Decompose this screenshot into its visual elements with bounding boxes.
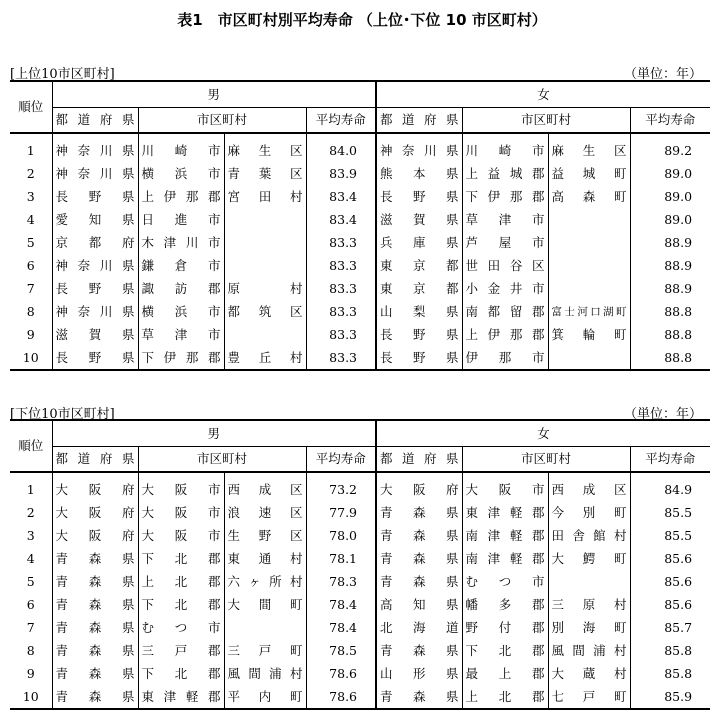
- ward-town-cell: 西成区: [548, 472, 630, 501]
- ward-town-cell: 別海町: [548, 616, 630, 639]
- life-expectancy-cell: 84.9: [664, 481, 693, 497]
- life-expectancy-cell: 83.3: [306, 323, 376, 346]
- page-title: 表1 市区町村別平均寿命 （上位･下位 10 市区町村）: [177, 11, 547, 29]
- prefecture-cell: 長野県: [376, 323, 462, 346]
- ward-town-cell: [224, 616, 306, 639]
- life-expectancy-cell: 85.9: [664, 688, 693, 704]
- prefecture-cell: 滋賀県: [52, 323, 138, 346]
- life-expectancy-cell: 89.0: [664, 188, 693, 204]
- ward-town-cell: [548, 254, 630, 277]
- life-expectancy-cell: 83.3: [306, 300, 376, 323]
- life-expectancy-cell: 85.8: [664, 665, 693, 681]
- life-expectancy-cell: 78.4: [306, 616, 376, 639]
- municipality-cell: 東津軽郡: [138, 685, 224, 709]
- life-expectancy-cell: 85.5: [664, 527, 693, 543]
- rank-cell: 1: [10, 133, 52, 162]
- rank-cell: 5: [10, 231, 52, 254]
- prefecture-cell: 神奈川県: [52, 254, 138, 277]
- prefecture-cell: 青森県: [376, 524, 462, 547]
- header-male: 男: [52, 420, 376, 447]
- municipality-cell: 南都留郡: [462, 300, 548, 323]
- municipality-cell: 東津軽郡: [462, 501, 548, 524]
- prefecture-cell: 京都府: [52, 231, 138, 254]
- section-label-top: [上位10市区町村]: [10, 67, 115, 82]
- life-expectancy-cell: 83.3: [306, 231, 376, 254]
- ward-town-cell: 今別町: [548, 501, 630, 524]
- life-expectancy-cell: 78.3: [306, 570, 376, 593]
- ward-town-cell: 大間町: [224, 593, 306, 616]
- municipality-cell: 三戸郡: [138, 639, 224, 662]
- municipality-cell: 木津川市: [138, 231, 224, 254]
- life-expectancy-cell: 78.4: [306, 593, 376, 616]
- table-row: [10, 593, 710, 616]
- municipality-cell: 大阪市: [462, 472, 548, 501]
- rank-cell: 7: [10, 616, 52, 639]
- ward-town-cell: 原村: [224, 277, 306, 300]
- rank-cell: 2: [10, 162, 52, 185]
- rank-cell: 9: [10, 323, 52, 346]
- header-pref-m: 都道府県: [52, 447, 138, 473]
- municipality-cell: 上北郡: [462, 685, 548, 709]
- municipality-cell: 大阪市: [138, 524, 224, 547]
- ward-town-cell: [548, 231, 630, 254]
- header-pref-f: 都道府県: [376, 447, 462, 473]
- municipality-cell: 上伊那郡: [462, 323, 548, 346]
- table-row: [10, 685, 710, 709]
- prefecture-cell: 山梨県: [376, 300, 462, 323]
- ward-town-cell: 大鰐町: [548, 547, 630, 570]
- rank-cell: 5: [10, 570, 52, 593]
- municipality-cell: 上北郡: [138, 570, 224, 593]
- table-bottom10: [10, 419, 710, 710]
- rank-cell: 4: [10, 547, 52, 570]
- header-muni-f: 市区町村: [462, 108, 630, 134]
- table-row: [10, 472, 710, 501]
- municipality-cell: 大阪市: [138, 472, 224, 501]
- ward-town-cell: 大蔵村: [548, 662, 630, 685]
- ward-town-cell: 三戸町: [224, 639, 306, 662]
- prefecture-cell: 神奈川県: [52, 162, 138, 185]
- rank-cell: 8: [10, 639, 52, 662]
- prefecture-cell: 東京都: [376, 254, 462, 277]
- prefecture-cell: 大阪府: [376, 472, 462, 501]
- municipality-cell: 下伊那郡: [138, 346, 224, 370]
- life-expectancy-cell: 88.8: [664, 326, 693, 342]
- header-female: 女: [376, 420, 710, 447]
- prefecture-cell: 青森県: [52, 662, 138, 685]
- prefecture-cell: 長野県: [52, 346, 138, 370]
- life-expectancy-cell: 85.6: [664, 573, 693, 589]
- life-expectancy-cell: 78.6: [306, 662, 376, 685]
- prefecture-cell: 東京都: [376, 277, 462, 300]
- municipality-cell: 下北郡: [462, 639, 548, 662]
- ward-town-cell: 箕輪町: [548, 323, 630, 346]
- rank-cell: 3: [10, 185, 52, 208]
- life-expectancy-cell: 84.0: [306, 133, 376, 162]
- header-rank: 順位: [10, 420, 52, 472]
- ward-town-cell: 豊丘村: [224, 346, 306, 370]
- life-expectancy-cell: 88.9: [664, 280, 693, 296]
- municipality-cell: 南津軽郡: [462, 547, 548, 570]
- municipality-cell: 日進市: [138, 208, 224, 231]
- prefecture-cell: 青森県: [52, 639, 138, 662]
- prefecture-cell: 長野県: [52, 277, 138, 300]
- header-life-m: 平均寿命: [306, 447, 376, 473]
- ward-town-cell: 平内町: [224, 685, 306, 709]
- life-expectancy-cell: 78.0: [306, 524, 376, 547]
- prefecture-cell: 青森県: [376, 547, 462, 570]
- municipality-cell: 幡多郡: [462, 593, 548, 616]
- ward-town-cell: 益城町: [548, 162, 630, 185]
- table-row: [10, 524, 710, 547]
- life-expectancy-cell: 83.9: [306, 162, 376, 185]
- rank-cell: 6: [10, 593, 52, 616]
- header-muni-f: 市区町村: [462, 447, 630, 473]
- prefecture-cell: 高知県: [376, 593, 462, 616]
- prefecture-cell: 長野県: [52, 185, 138, 208]
- table-row: [10, 162, 710, 185]
- municipality-cell: 上伊那郡: [138, 185, 224, 208]
- prefecture-cell: 熊本県: [376, 162, 462, 185]
- table-row: [10, 323, 710, 346]
- ward-town-cell: [224, 254, 306, 277]
- ward-town-cell: 都筑区: [224, 300, 306, 323]
- municipality-cell: 芦屋市: [462, 231, 548, 254]
- life-expectancy-cell: 83.3: [306, 277, 376, 300]
- unit-label-top: （単位：年）: [623, 67, 702, 82]
- ward-town-cell: 六ヶ所村: [224, 570, 306, 593]
- header-life-f: 平均寿命: [645, 451, 696, 466]
- life-expectancy-cell: 78.5: [306, 639, 376, 662]
- ward-town-cell: [548, 346, 630, 370]
- municipality-cell: 下北郡: [138, 662, 224, 685]
- header-pref-m: 都道府県: [52, 108, 138, 134]
- ward-town-cell: [548, 208, 630, 231]
- prefecture-cell: 青森県: [376, 570, 462, 593]
- prefecture-cell: 山形県: [376, 662, 462, 685]
- life-expectancy-cell: 83.3: [306, 254, 376, 277]
- ward-town-cell: 高森町: [548, 185, 630, 208]
- prefecture-cell: 大阪府: [52, 524, 138, 547]
- header-muni-m: 市区町村: [138, 447, 306, 473]
- municipality-cell: 横浜市: [138, 300, 224, 323]
- table-row: [10, 231, 710, 254]
- prefecture-cell: 神奈川県: [52, 300, 138, 323]
- municipality-cell: 南津軽郡: [462, 524, 548, 547]
- ward-town-cell: 田舎館村: [548, 524, 630, 547]
- municipality-cell: 諏訪郡: [138, 277, 224, 300]
- ward-town-cell: 風間浦村: [548, 639, 630, 662]
- life-expectancy-cell: 78.1: [306, 547, 376, 570]
- prefecture-cell: 北海道: [376, 616, 462, 639]
- header-muni-m: 市区町村: [138, 108, 306, 134]
- table-row: [10, 570, 710, 593]
- municipality-cell: むつ市: [462, 570, 548, 593]
- rank-cell: 3: [10, 524, 52, 547]
- municipality-cell: 最上郡: [462, 662, 548, 685]
- life-expectancy-cell: 73.2: [306, 472, 376, 501]
- rank-cell: 6: [10, 254, 52, 277]
- life-expectancy-cell: 88.8: [664, 349, 693, 365]
- table-row: [10, 133, 710, 162]
- life-expectancy-cell: 88.9: [664, 257, 693, 273]
- ward-town-cell: 東通村: [224, 547, 306, 570]
- ward-town-cell: 生野区: [224, 524, 306, 547]
- life-expectancy-cell: 89.0: [664, 165, 693, 181]
- ward-town-cell: 三原村: [548, 593, 630, 616]
- prefecture-cell: 兵庫県: [376, 231, 462, 254]
- ward-town-cell: [224, 323, 306, 346]
- ward-town-cell: [224, 231, 306, 254]
- municipality-cell: 川崎市: [462, 133, 548, 162]
- ward-town-cell: 富士河口湖町: [548, 300, 630, 323]
- prefecture-cell: 滋賀県: [376, 208, 462, 231]
- municipality-cell: 小金井市: [462, 277, 548, 300]
- rank-cell: 4: [10, 208, 52, 231]
- prefecture-cell: 青森県: [376, 685, 462, 709]
- prefecture-cell: 愛知県: [52, 208, 138, 231]
- ward-town-cell: 七戸町: [548, 685, 630, 709]
- ward-town-cell: 風間浦村: [224, 662, 306, 685]
- prefecture-cell: 神奈川県: [376, 133, 462, 162]
- municipality-cell: 大阪市: [138, 501, 224, 524]
- table-row: [10, 277, 710, 300]
- municipality-cell: 上益城郡: [462, 162, 548, 185]
- header-female: 女: [376, 81, 710, 108]
- life-expectancy-cell: 85.6: [664, 596, 693, 612]
- ward-town-cell: 麻生区: [224, 133, 306, 162]
- ward-town-cell: 青葉区: [224, 162, 306, 185]
- prefecture-cell: 大阪府: [52, 472, 138, 501]
- life-expectancy-cell: 85.5: [664, 504, 693, 520]
- table-row: [10, 346, 710, 370]
- life-expectancy-cell: 85.6: [664, 550, 693, 566]
- life-expectancy-cell: 77.9: [306, 501, 376, 524]
- municipality-cell: 伊那市: [462, 346, 548, 370]
- municipality-cell: 下伊那郡: [462, 185, 548, 208]
- section-label-bottom: [下位10市区町村]: [10, 407, 115, 422]
- table-top10: [10, 80, 710, 371]
- life-expectancy-cell: 78.6: [306, 685, 376, 709]
- rank-cell: 8: [10, 300, 52, 323]
- life-expectancy-cell: 83.4: [306, 208, 376, 231]
- ward-town-cell: 浪速区: [224, 501, 306, 524]
- table-row: [10, 616, 710, 639]
- table-row: [10, 254, 710, 277]
- table-row: [10, 662, 710, 685]
- life-expectancy-cell: 83.4: [306, 185, 376, 208]
- municipality-cell: 鎌倉市: [138, 254, 224, 277]
- municipality-cell: 草津市: [462, 208, 548, 231]
- life-expectancy-cell: 88.8: [664, 303, 693, 319]
- municipality-cell: 川崎市: [138, 133, 224, 162]
- ward-town-cell: [548, 570, 630, 593]
- life-expectancy-cell: 85.8: [664, 642, 693, 658]
- rank-cell: 7: [10, 277, 52, 300]
- table-row: [10, 300, 710, 323]
- municipality-cell: 下北郡: [138, 547, 224, 570]
- prefecture-cell: 青森県: [376, 501, 462, 524]
- prefecture-cell: 青森県: [52, 685, 138, 709]
- prefecture-cell: 青森県: [376, 639, 462, 662]
- unit-label-bottom: （単位：年）: [623, 407, 702, 422]
- header-life-m: 平均寿命: [306, 108, 376, 134]
- ward-town-cell: [548, 277, 630, 300]
- table-row: [10, 185, 710, 208]
- prefecture-cell: 青森県: [52, 616, 138, 639]
- life-expectancy-cell: 88.9: [664, 234, 693, 250]
- ward-town-cell: 麻生区: [548, 133, 630, 162]
- municipality-cell: 横浜市: [138, 162, 224, 185]
- ward-town-cell: [224, 208, 306, 231]
- header-pref-f: 都道府県: [376, 108, 462, 134]
- table-row: [10, 639, 710, 662]
- life-expectancy-cell: 89.0: [664, 211, 693, 227]
- rank-cell: 10: [10, 685, 52, 709]
- municipality-cell: 野付郡: [462, 616, 548, 639]
- rank-cell: 2: [10, 501, 52, 524]
- prefecture-cell: 大阪府: [52, 501, 138, 524]
- prefecture-cell: 神奈川県: [52, 133, 138, 162]
- rank-cell: 10: [10, 346, 52, 370]
- rank-cell: 1: [10, 472, 52, 501]
- life-expectancy-cell: 89.2: [664, 142, 693, 158]
- life-expectancy-cell: 83.3: [306, 346, 376, 370]
- municipality-cell: 世田谷区: [462, 254, 548, 277]
- ward-town-cell: 宮田村: [224, 185, 306, 208]
- life-expectancy-cell: 85.7: [664, 619, 693, 635]
- prefecture-cell: 長野県: [376, 185, 462, 208]
- table-row: [10, 547, 710, 570]
- ward-town-cell: 西成区: [224, 472, 306, 501]
- prefecture-cell: 青森県: [52, 570, 138, 593]
- rank-cell: 9: [10, 662, 52, 685]
- header-life-f: 平均寿命: [645, 112, 696, 127]
- header-rank: 順位: [10, 81, 52, 133]
- header-male: 男: [52, 81, 376, 108]
- municipality-cell: 草津市: [138, 323, 224, 346]
- table-row: [10, 208, 710, 231]
- prefecture-cell: 長野県: [376, 346, 462, 370]
- prefecture-cell: 青森県: [52, 547, 138, 570]
- municipality-cell: 下北郡: [138, 593, 224, 616]
- prefecture-cell: 青森県: [52, 593, 138, 616]
- municipality-cell: むつ市: [138, 616, 224, 639]
- table-row: [10, 501, 710, 524]
